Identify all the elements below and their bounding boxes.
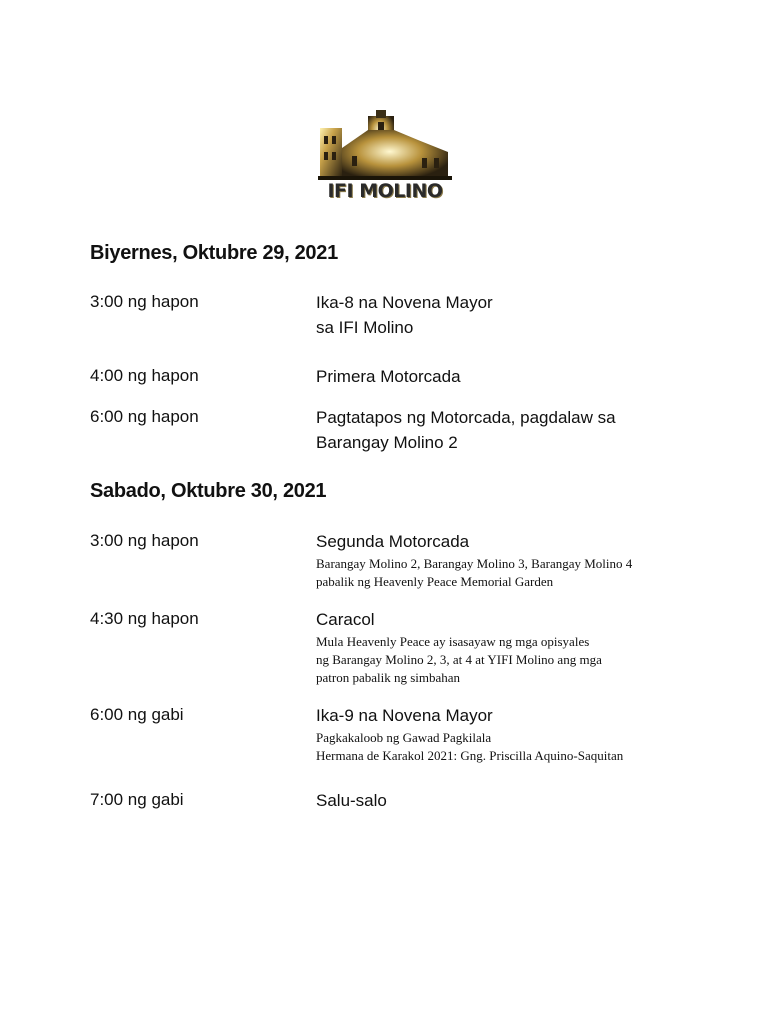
event-title-line: Caracol bbox=[316, 610, 375, 629]
event-title bbox=[316, 364, 736, 389]
event-time: 7:00 ng gabi bbox=[90, 790, 184, 809]
event-detail-line: patron pabalik ng simbahan bbox=[316, 670, 461, 685]
event-block bbox=[316, 405, 736, 455]
event-title-line: Ika-9 na Novena Mayor bbox=[316, 706, 493, 725]
event-title-line: Barangay Molino 2 bbox=[316, 433, 458, 452]
event-detail-line: Barangay Molino 2, Barangay Molino 3, Barangay Molino 4 bbox=[316, 556, 633, 571]
event-title-line: sa IFI Molino bbox=[316, 318, 414, 337]
event-detail bbox=[316, 633, 736, 687]
event-title-line: Ika-8 na Novena Mayor bbox=[316, 293, 493, 312]
event-title bbox=[316, 290, 736, 340]
event-detail-line: Mula Heavenly Peace ay isasayaw ng mga opisyales bbox=[316, 634, 590, 649]
event-time: 3:00 ng hapon bbox=[90, 531, 199, 550]
church-building-icon bbox=[318, 108, 452, 188]
event-detail-line: Hermana de Karakol 2021: Gng. Priscilla Aquino-Saquitan bbox=[316, 748, 624, 763]
event-block bbox=[316, 703, 736, 765]
event-title bbox=[316, 788, 736, 813]
event-title bbox=[316, 529, 736, 554]
event-block bbox=[316, 290, 736, 340]
event-time: 4:30 ng hapon bbox=[90, 609, 199, 628]
event-detail-line: pabalik ng Heavenly Peace Memorial Garden bbox=[316, 574, 554, 589]
event-title bbox=[316, 405, 736, 455]
event-title-line: Primera Motorcada bbox=[316, 367, 461, 386]
event-time: 3:00 ng hapon bbox=[90, 292, 199, 311]
event-block bbox=[316, 607, 736, 687]
event-title-line: Segunda Motorcada bbox=[316, 532, 470, 551]
event-title-line: Salu-salo bbox=[316, 791, 387, 810]
event-title-line: Pagtatapos ng Motorcada, pagdalaw sa bbox=[316, 408, 616, 427]
event-title bbox=[316, 607, 736, 632]
event-title bbox=[316, 703, 736, 728]
event-detail-line: ng Barangay Molino 2, 3, at 4 at YIFI Molino ang mga bbox=[316, 652, 602, 667]
event-block bbox=[316, 364, 736, 389]
event-time: 6:00 ng gabi bbox=[90, 705, 184, 724]
day-heading: Biyernes, Oktubre 29, 2021 bbox=[90, 242, 338, 264]
event-detail-line: Pagkakaloob ng Gawad Pagkilala bbox=[316, 730, 492, 745]
event-time: 6:00 ng hapon bbox=[90, 407, 199, 426]
event-time: 4:00 ng hapon bbox=[90, 366, 199, 385]
event-detail bbox=[316, 555, 736, 591]
event-detail bbox=[316, 729, 736, 765]
event-block bbox=[316, 788, 736, 813]
event-block bbox=[316, 529, 736, 591]
church-logo bbox=[318, 108, 452, 206]
day-heading: Sabado, Oktubre 30, 2021 bbox=[90, 480, 327, 502]
logo-text: IFI MOLINO bbox=[327, 180, 443, 202]
